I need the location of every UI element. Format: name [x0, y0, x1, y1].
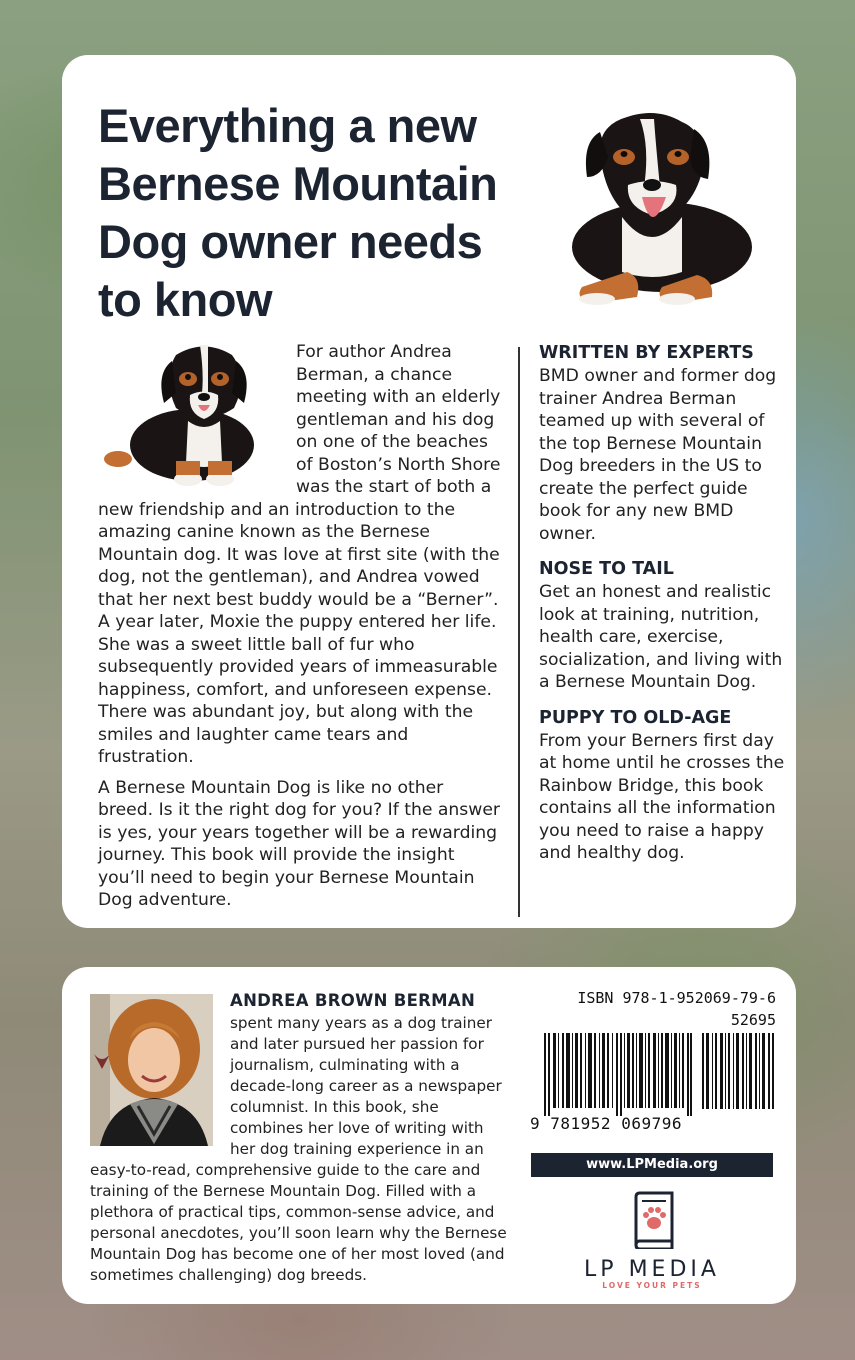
price-code: 52695 — [730, 1011, 776, 1029]
author-bio-text: spent many years as a dog trainer and later pursued her passion for journalism, culminating with a decade-long career as a newspaper columnist. In this book, she combines her love of writing with her dog training experience in an easy-to-read, comprehensive guide to the care and training of the Bernese Mountain Dog. Filled with a plethora of practical tips, common-sense advice, and personal anecdotes, you’ll soon learn why the Bernese Mountain Dog has become one of her most loved (and sometimes challenging) dog breeds. — [90, 1014, 507, 1284]
feature-list — [539, 341, 787, 877]
feature-text: From your Berners first day at home until he crosses the Rainbow Bridge, this book contains all the information you need to raise a happy and healthy dog. — [539, 730, 785, 863]
feature-item — [539, 341, 787, 545]
barcode-main-bars — [544, 1033, 692, 1116]
top-panel — [62, 55, 796, 928]
story-paragraph-2: A Bernese Mountain Dog is like no other breed. Is it the right dog for you? If the answer is yes, your years together will be a rewarding journey. This book will provide the insight you’ll need to begin your Bernese Mountain Dog adventure. — [98, 777, 500, 910]
feature-title: WRITTEN BY EXPERTS — [539, 343, 754, 363]
story-paragraph-1: For author Andrea Berman, a chance meeting with an elderly gentleman and his dog on one of the beaches of Boston’s North Shore was the start of both a new friendship and an introduction to the amazing canine known as the Bernese Mountain dog. It was love at first site (with the dog, not the gentleman), and Andrea vowed that her next best buddy would be a “Berner”. A year later, Moxie the puppy entered her life. She was a sweet little ball of fur who subsequently provided years of immeasurable happiness, comfort, and unforeseen expense. There was abundant joy, but along with the smiles and laughter came tears and frustration. — [98, 342, 501, 767]
publisher-url[interactable]: www.LPMedia.org — [531, 1153, 773, 1177]
story-text — [98, 341, 502, 920]
column-divider — [518, 347, 520, 917]
barcode-addon-bars — [702, 1033, 776, 1109]
barcode-digits: 9 781952 069796 — [530, 1114, 682, 1133]
author-name: ANDREA BROWN BERMAN — [230, 991, 476, 1010]
adult-dog-image — [542, 97, 762, 307]
headline: Everything a new Bernese Mountain Dog owner needs to know — [98, 99, 498, 326]
feature-item — [539, 557, 787, 694]
feature-title: NOSE TO TAIL — [539, 559, 674, 579]
feature-item — [539, 706, 787, 865]
book-paw-icon — [628, 1191, 678, 1249]
isbn-number: ISBN 978-1-952069-79-6 — [577, 989, 776, 1007]
feature-title: PUPPY TO OLD-AGE — [539, 707, 732, 728]
feature-text: Get an honest and realistic look at training, nutrition, health care, exercise, socialization, and living with a Bernese Mountain Dog. — [539, 582, 783, 692]
isbn-barcode — [530, 989, 776, 1139]
publisher-tagline: LOVE YOUR PETS — [602, 1281, 702, 1290]
feature-text: BMD owner and former dog trainer Andrea Berman teamed up with several of the top Bernese Mountain Dog breeders in the US to create the perfect guide book for any new BMD owner. — [539, 366, 777, 544]
bottom-panel — [62, 967, 796, 1304]
author-photo — [90, 994, 213, 1146]
publisher-logo-name: LP MEDIA — [584, 1257, 720, 1282]
